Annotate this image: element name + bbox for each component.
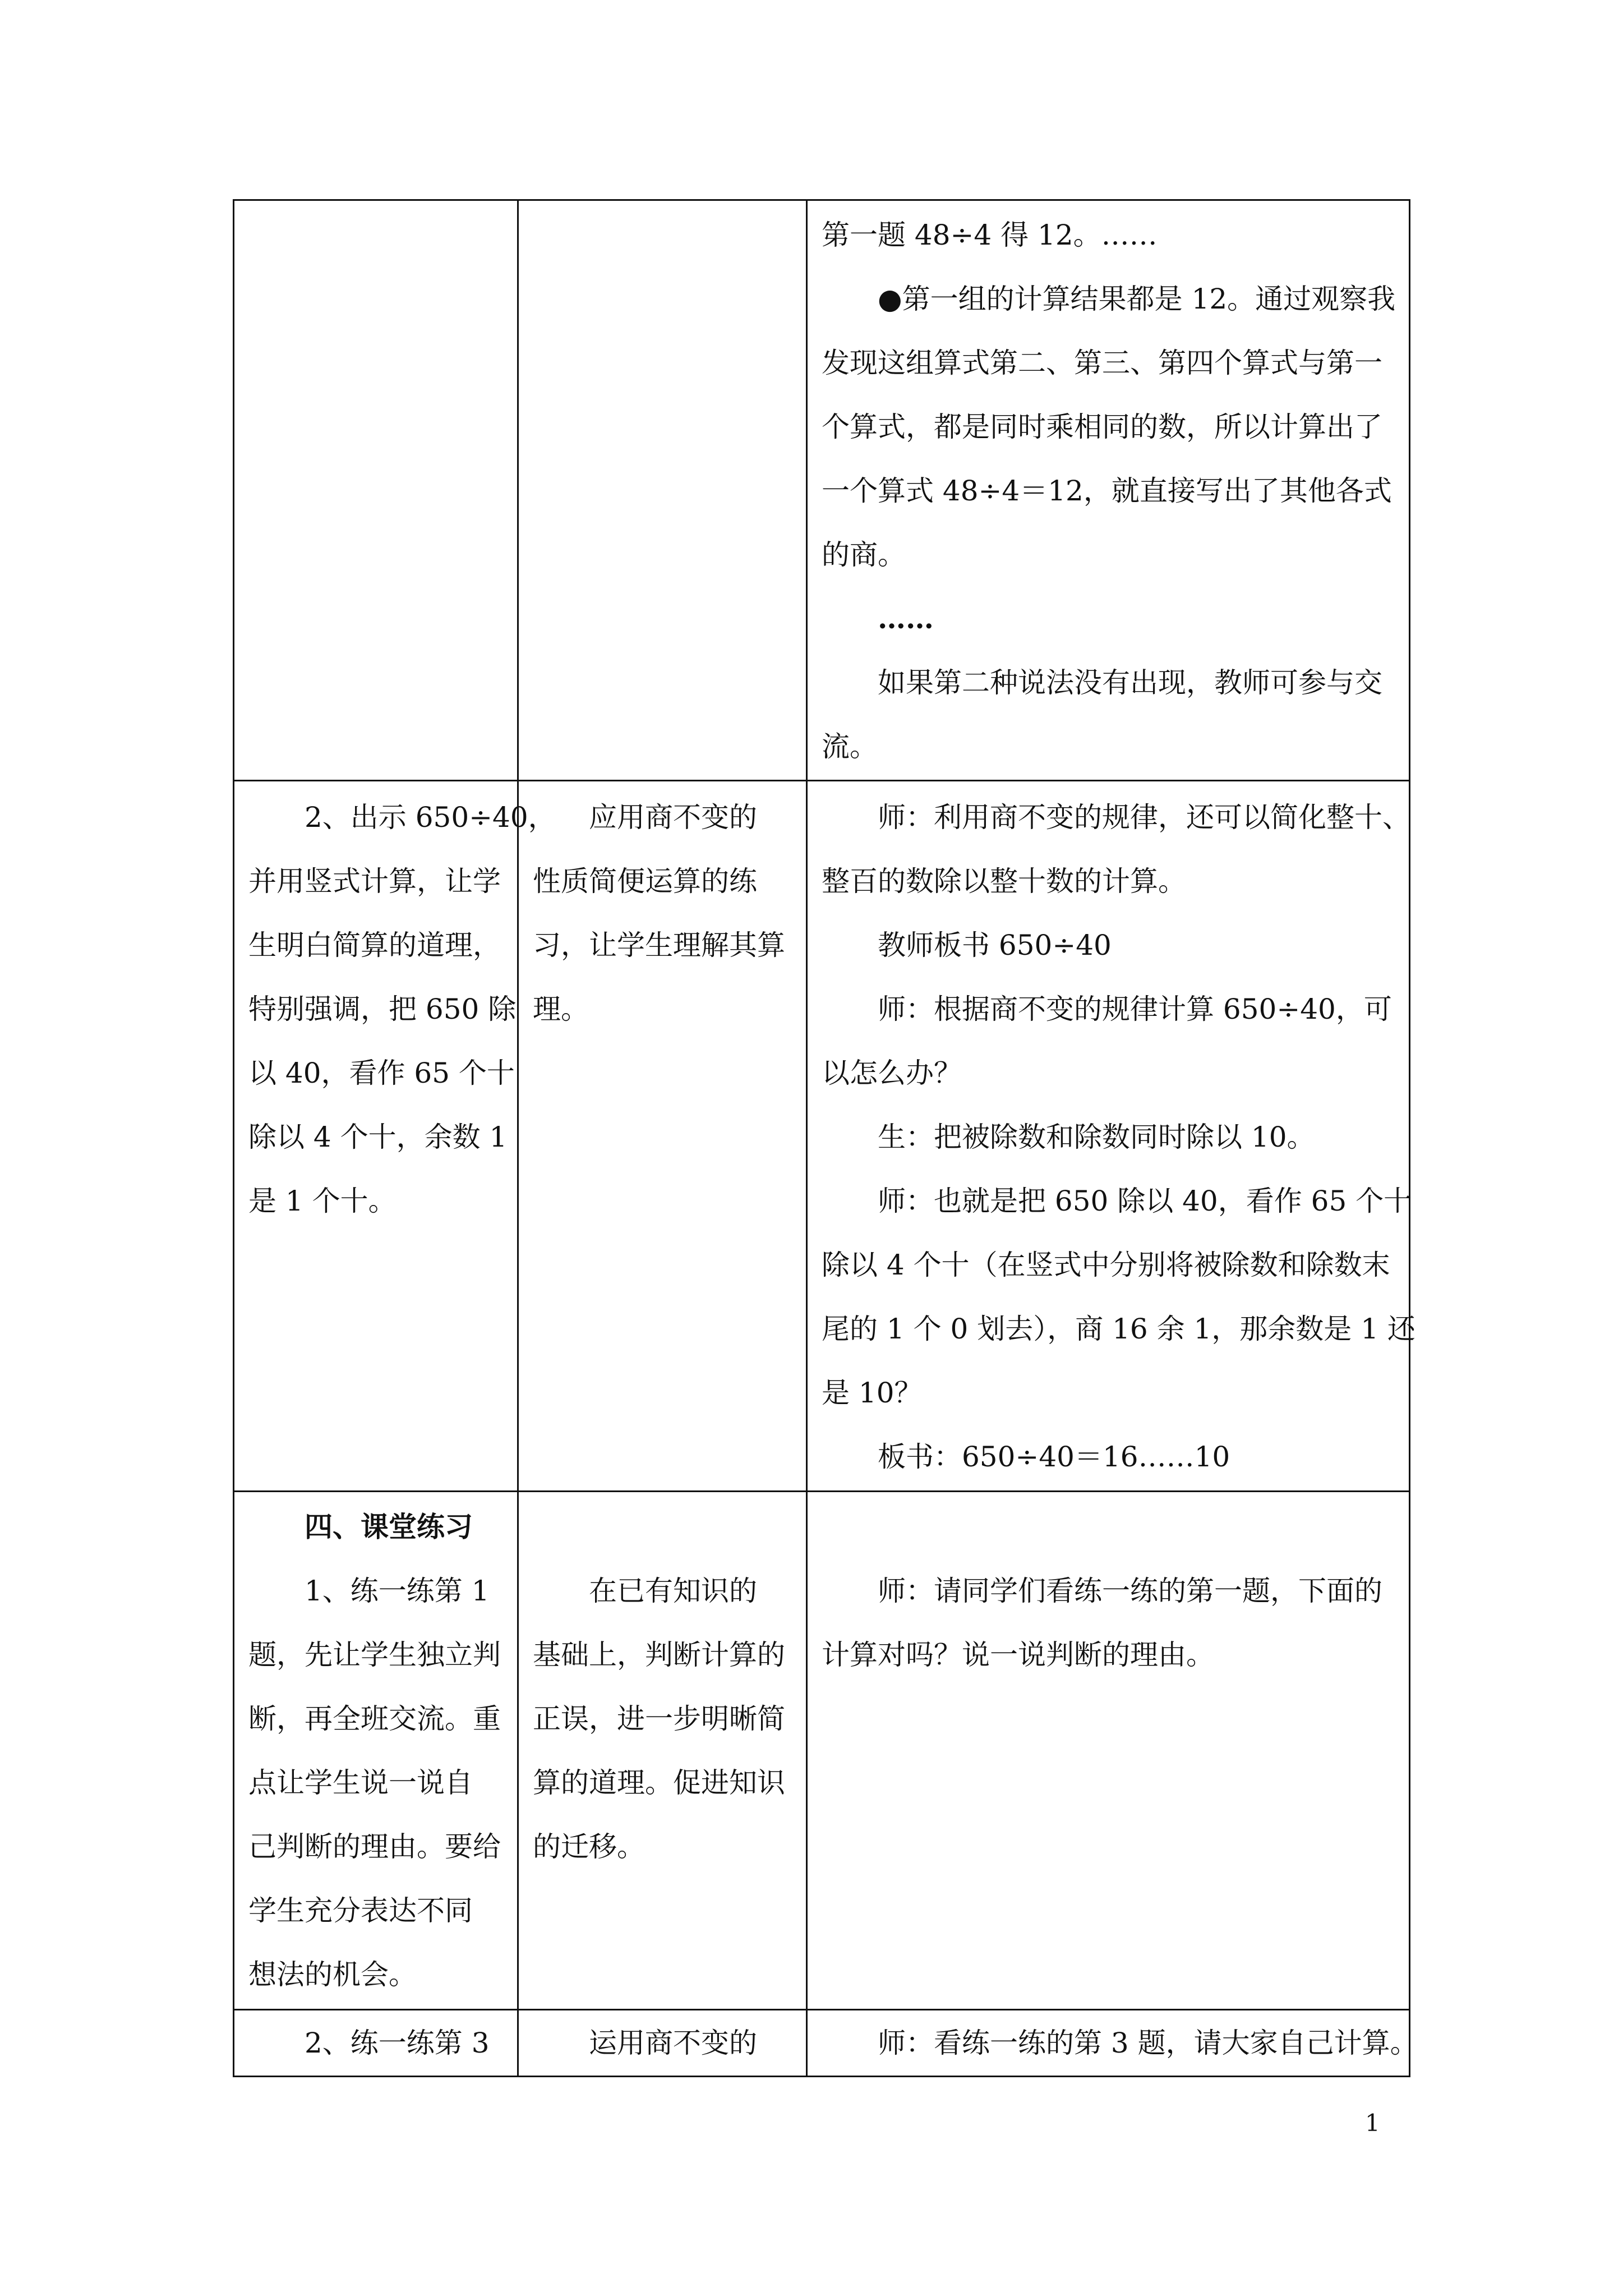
text-line: 2、出示 650÷40，	[305, 801, 556, 834]
text-line: 第一题 48÷4 得 12。……	[822, 219, 1158, 251]
text-line: 以怎么办？	[822, 1057, 962, 1089]
row-divider	[233, 2009, 1410, 2010]
row1-process-cell	[822, 203, 1395, 779]
text-line: 在已有知识的	[589, 1575, 757, 1607]
text-line: 运用商不变的	[589, 2027, 757, 2059]
text-line: 计算对吗？说一说判断的理由。	[822, 1639, 1214, 1671]
row4-activity-cell	[248, 2011, 490, 2075]
table-top-border	[233, 199, 1410, 201]
row4-intent-cell	[533, 2011, 757, 2075]
text-line: 的商。	[822, 539, 906, 571]
text-line: 断，再全班交流。重	[248, 1703, 501, 1735]
text-line: 应用商不变的	[589, 801, 757, 834]
text-line: 师：请同学们看练一练的第一题，下面的	[878, 1575, 1382, 1607]
row2-process-cell	[822, 785, 1415, 1489]
text-line: 生：把被除数和除数同时除以 10。	[878, 1121, 1315, 1153]
text-line: 正误，进一步明晰简	[533, 1703, 785, 1735]
text-line: 基础上，判断计算的	[533, 1639, 785, 1671]
text-line: ●第一组的计算结果都是 12。通过观察我	[878, 283, 1396, 315]
text-line: 师：也就是把 650 除以 40，看作 65 个十	[878, 1185, 1412, 1217]
text-line: 板书：650÷40＝16……10	[878, 1441, 1230, 1473]
text-line: 师：看练一练的第 3 题，请大家自己计算。	[878, 2027, 1418, 2059]
text-line: 一个算式 48÷4＝12，就直接写出了其他各式	[822, 475, 1392, 507]
text-line: 性质简便运算的练	[533, 865, 757, 898]
row4-process-cell	[822, 2011, 1418, 2075]
text-line: ……	[878, 602, 934, 635]
text-line: 题，先让学生独立判	[248, 1639, 501, 1671]
text-line: 尾的 1 个 0 划去），商 16 余 1，那余数是 1 还	[822, 1313, 1415, 1345]
text-line: 除以 4 个十，余数 1	[248, 1121, 508, 1153]
text-line: 并用竖式计算，让学	[248, 865, 501, 898]
row2-intent-cell	[533, 785, 785, 1041]
text-line: 己判断的理由。要给	[248, 1830, 501, 1863]
text-line: 学生充分表达不同	[248, 1894, 473, 1927]
page-number: 1	[1365, 2109, 1380, 2137]
row-divider	[233, 1490, 1410, 1492]
text-line: 整百的数除以整十数的计算。	[822, 865, 1186, 898]
table-bottom-border	[233, 2076, 1410, 2077]
row3-activity-cell	[248, 1495, 501, 2007]
text-line: 是 10？	[822, 1377, 923, 1409]
text-line: 个算式，都是同时乘相同的数，所以计算出了	[822, 411, 1382, 443]
text-line: 以 40，看作 65 个十	[248, 1057, 515, 1089]
row3-intent-cell	[533, 1559, 785, 1879]
row3-process-cell	[822, 1559, 1382, 1687]
column-divider	[806, 199, 808, 2077]
text-line: 生明白简算的道理，	[248, 929, 501, 961]
table-left-border	[233, 199, 234, 2077]
text-line: 习，让学生理解其算	[533, 929, 785, 961]
row-divider	[233, 780, 1410, 781]
text-line: 2、练一练第 3	[305, 2027, 490, 2059]
text-line: 如果第二种说法没有出现，教师可参与交	[878, 666, 1382, 699]
text-line: 是 1 个十。	[248, 1185, 396, 1217]
text-line: 师：利用商不变的规律，还可以简化整十、	[878, 801, 1410, 834]
text-line: 的迁移。	[533, 1830, 645, 1863]
text-line: 发现这组算式第二、第三、第四个算式与第一	[822, 347, 1382, 379]
text-line: 理。	[533, 993, 589, 1025]
text-line: 师：根据商不变的规律计算 650÷40，可	[878, 993, 1392, 1025]
text-line: 1、练一练第 1	[305, 1575, 490, 1607]
text-line: 特别强调，把 650 除	[248, 993, 517, 1025]
row2-activity-cell	[248, 785, 556, 1233]
text-line: 点让学生说一说自	[248, 1766, 473, 1799]
text-line: 想法的机会。	[248, 1958, 417, 1991]
text-line: 除以 4 个十（在竖式中分别将被除数和除数末	[822, 1249, 1390, 1281]
text-line: 流。	[822, 730, 878, 763]
section-heading: 四、课堂练习	[305, 1510, 473, 1543]
text-line: 算的道理。促进知识	[533, 1766, 785, 1799]
text-line: 教师板书 650÷40	[878, 929, 1112, 961]
